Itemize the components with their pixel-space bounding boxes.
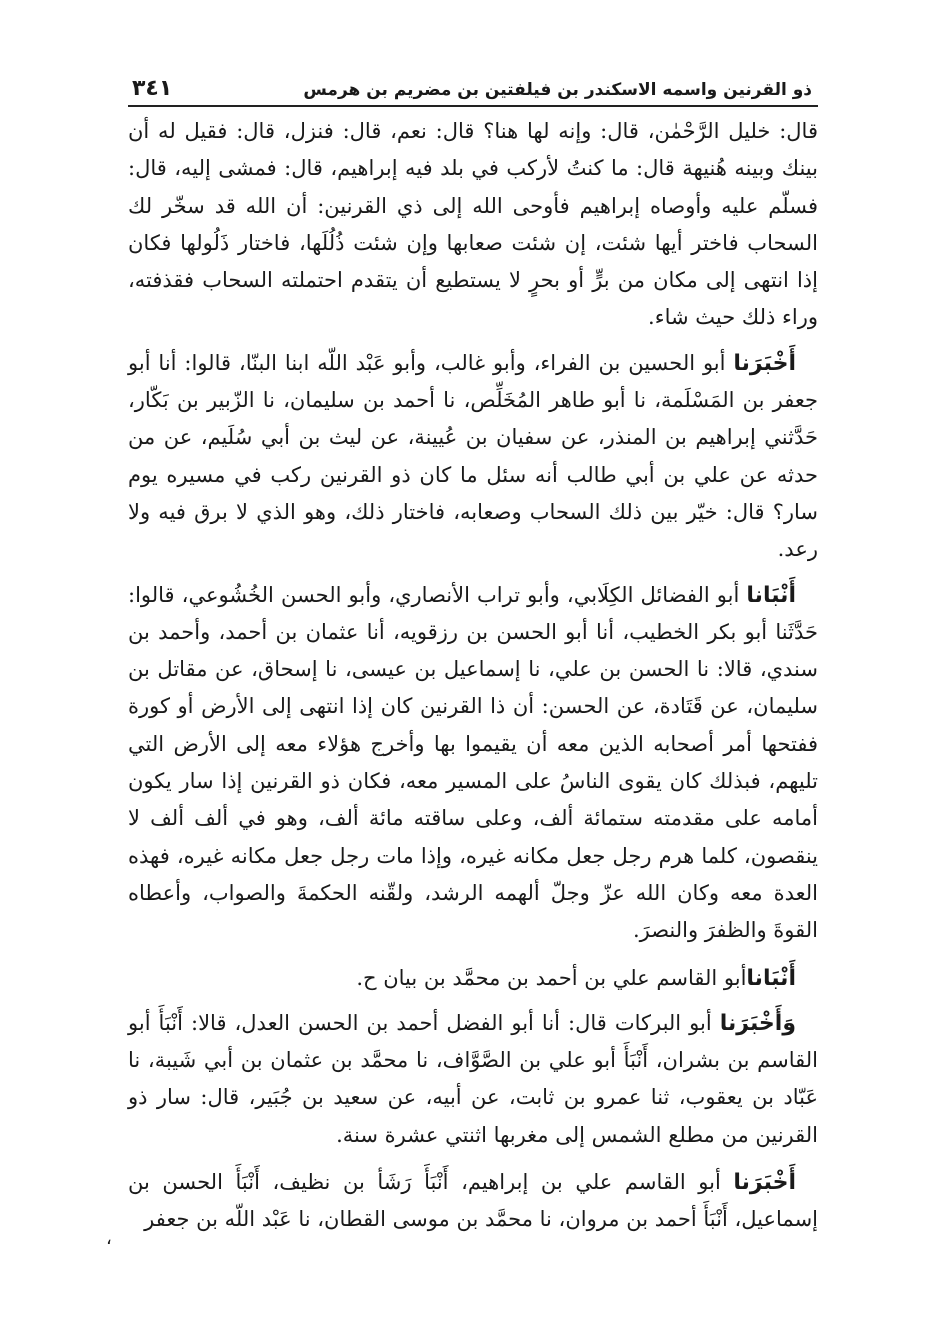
page-header <box>128 76 818 107</box>
paragraph-5-lead: وَأَخْبَرَنا <box>719 1010 796 1036</box>
paragraph-6 <box>128 1164 818 1239</box>
body-text <box>128 113 818 1239</box>
paragraph-1 <box>128 113 818 337</box>
paragraph-3-lead: أَنْبَانا <box>746 582 796 608</box>
paragraph-1-text: قال: خليل الرَّحْمٰن، قال: وإنه لها هنا؟ قال: نعم، قال: فنزل، قال: فقيل له أن بينك وبينه هُنيهة قال: ما كنتُ لأركب في بلد فيه إبراهيم، قال: فمشى إليه، قال: فسلّم عليه وأوصاه إبراهيم فأوحى الله إلى ذي القرنين: أن الله قد سخّر لك السحاب فاختر أيها شئت، إن شئت صعابها وإن شئت ذُلُلَها، فاختار ذَلُولها فكان إذا انتهى إلى مكان من برٍّ أو بحرٍ لا يستطيع أن يتقدم احتملته السحاب فقذفته، وراء ذلك حيث شاء. <box>128 119 818 330</box>
paragraph-6-text: أبو القاسم علي بن إبراهيم، أَنْبَأَ رَشَأ بن نظيف، أَنْبَأَ الحسن بن إسماعيل، أَنْبَأَ أحمد بن مروان، نا محمَّد بن موسى القطان، نا عَبْد اللّه بن جعفر <box>128 1170 818 1232</box>
paragraph-2-text: أبو الحسين بن الفراء، وأبو غالب، وأبو عَبْد اللّه ابنا البنّا، قالوا: أنا أبو جعفر بن المَسْلَمة، نا أبو طاهر المُخَلِّص، نا أحمد بن سليمان، نا الزّبير بن بَكّار، حَدَّثني إبراهيم بن المنذر، عن سفيان بن عُيينة، عن ليث بن أبي سُلَيم، عن من حدثه عن علي بن أبي طالب أنه سئل ما كان ذو القرنين ركب في مسيره يوم سار؟ قال: خيّر بين ذلك السحاب وصعابه، فاختار ذلك، وهو الذي لا برق فيه ولا رعد. <box>128 350 818 562</box>
running-head: ذو القرنين واسمه الاسكندر بن فيلفتين بن مضريم بن هرمس <box>303 80 812 100</box>
paragraph-5-text: أبو البركات قال: أنا أبو الفضل أحمد بن الحسن العدل، قالا: أَنْبَأَ أبو القاسم بن بشران، أَنْبَأَ أبو علي بن الصَّوَّاف، نا محمَّد بن عثمان بن أبي شَيبة، نا عَبّاد بن يعقوب، ثنا عمرو بن ثابت، عن أبيه، عن سعيد بن جُبَير، قال: سار ذو القرنين من مطلع الشمس إلى مغربها اثنتي عشرة سنة. <box>128 1010 818 1147</box>
paragraph-4-text: أبو القاسم علي بن أحمد بن محمَّد بن بيان ح. <box>356 965 747 990</box>
paragraph-4-lead: أَنْبَانا <box>746 965 796 991</box>
margin-mark: ، <box>106 1228 112 1249</box>
paragraph-2-lead: أَخْبَرَنا <box>733 350 796 376</box>
paragraph-3-text: أبو الفضائل الكِلَابي، وأبو تراب الأنصاري، وأبو الحسن الخُشُوعي، قالوا: حَدَّثَنا أبو بكر الخطيب، أنا أبو الحسن بن رزقويه، أنا عثمان بن أحمد، وأحمد بن سندي، قالا: نا الحسن بن علي، نا إسماعيل بن عيسى، نا إسحاق، عن مقاتل بن سليمان، عن قَتَادة، عن الحسن: أن ذا القرنين كان إذا انتهى إلى الأرض أو كورة ففتحها أمر أصحابه الذين معه أن يقيموا بها وأخرج هؤلاء معه إلى الأرض التي تليهم، فبذلك كان يقوى الناسُ على المسير معه، فكان ذو القرنين إذا سار يكون أمامه على مقدمته ستمائة ألف، وعلى ساقته مائة ألف، وهو في ألف ألف لا ينقصون، كلما هرم رجل جعل مكانه غيره، وإذا مات رجل جعل مكانه غيره، فهذه العدة معه وكان الله عزّ وجلّ ألهمه الرشد، ولقّنه الحكمةَ والصواب، وأعطاه القوةَ والظفرَ والنصرَ. <box>128 582 818 943</box>
paragraph-4 <box>128 960 818 997</box>
paragraph-2 <box>128 345 818 569</box>
page-number: ٣٤١ <box>132 76 173 101</box>
paragraph-6-lead: أَخْبَرَنا <box>733 1170 796 1196</box>
paragraph-5 <box>128 1005 818 1154</box>
paragraph-3 <box>128 577 818 950</box>
